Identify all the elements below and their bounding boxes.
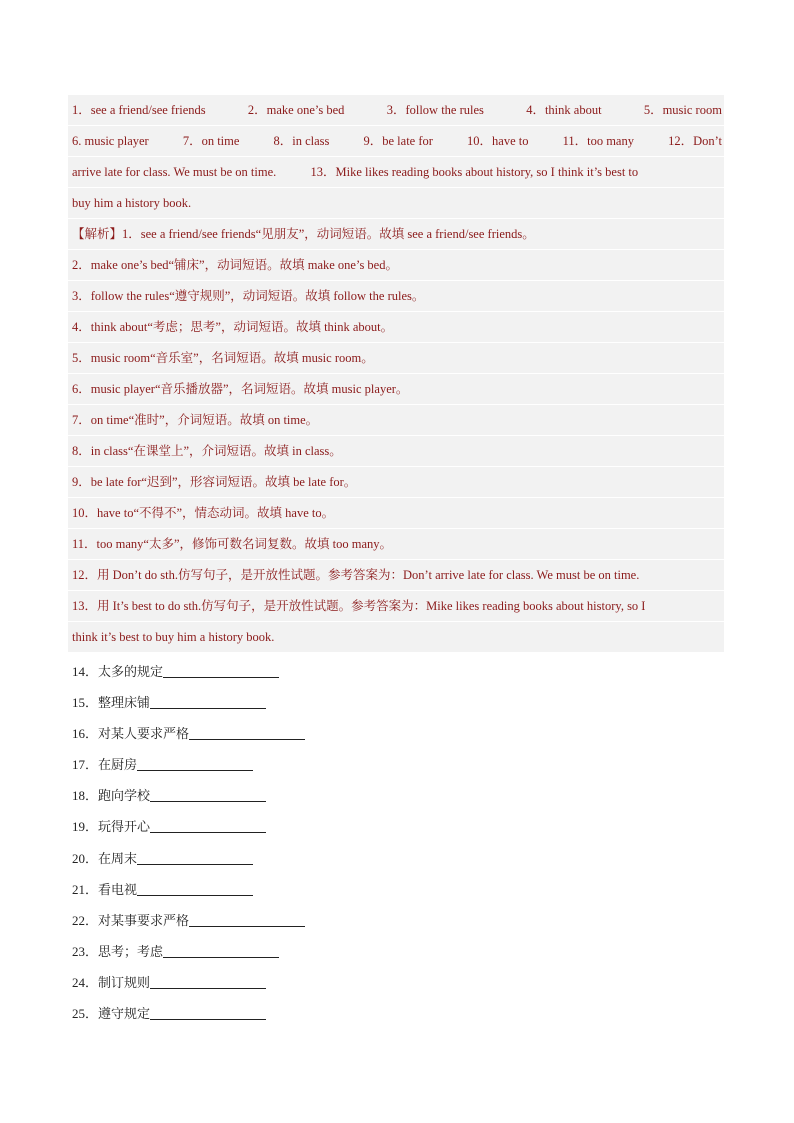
analysis-text: 13．用 It’s best to do sth.仿写句子，是开放性试题。参考答案为：Mike likes reading books about history, so I — [72, 599, 646, 613]
answer-item: 6. music player — [72, 134, 149, 148]
analysis-text: 11．too many“太多”，修饰可数名词复数。故填 too many。 — [72, 537, 392, 551]
question-item — [72, 967, 722, 998]
answer-row-2 — [68, 126, 724, 157]
question-item — [72, 843, 722, 874]
question-text: 14．太多的规定 — [72, 664, 164, 679]
answer-item: 13．Mike likes reading books about history, so I think it’s best to — [310, 165, 639, 179]
answer-item: 4．think about — [526, 103, 602, 117]
analysis-text: 2．make one’s bed“铺床”，动词短语。故填 make one’s bed。 — [72, 258, 398, 272]
answer-blank[interactable] — [137, 756, 253, 771]
question-text: 17．在厨房 — [72, 757, 138, 773]
answer-item: 9．be late for — [363, 134, 433, 148]
analysis-line — [68, 436, 724, 467]
answer-row-4 — [68, 188, 724, 219]
answer-blank[interactable] — [163, 943, 279, 958]
answer-item: 5．music room — [643, 103, 722, 117]
question-text: 22．对某事要求严格 — [72, 912, 190, 928]
answer-blank[interactable] — [189, 912, 305, 927]
analysis-line — [68, 622, 724, 653]
question-text: 20．在周末 — [72, 850, 138, 866]
answer-blank[interactable] — [150, 694, 266, 709]
answer-item: 11．too many — [562, 134, 634, 148]
question-text: 18．跑向学校 — [72, 788, 151, 804]
question-item — [72, 905, 722, 936]
answer-item: arrive late for class. We must be on time. — [72, 165, 277, 179]
analysis-text: 9．be late for“迟到”，形容词短语。故填 be late for。 — [72, 475, 357, 489]
analysis-line — [68, 529, 724, 560]
analysis-line — [68, 467, 724, 498]
analysis-text: 6．music player“音乐播放器”，名词短语。故填 music player。 — [72, 382, 409, 396]
answer-blank[interactable] — [150, 1005, 266, 1020]
answer-blank[interactable] — [150, 818, 266, 833]
question-item — [72, 874, 722, 905]
question-text: 19．玩得开心 — [72, 819, 151, 835]
analysis-line — [68, 250, 724, 281]
answer-blank[interactable] — [150, 974, 266, 989]
analysis-text: 1．see a friend/see friends“见朋友”，动词短语。故填 see a friend/see friends。 — [122, 227, 535, 241]
question-text: 21．看电视 — [72, 881, 138, 897]
analysis-text: 3．follow the rules“遵守规则”，动词短语。故填 follow the rules。 — [72, 289, 425, 303]
analysis-line — [68, 560, 724, 591]
question-item — [72, 780, 722, 811]
analysis-text: 4．think about“考虑；思考”，动词短语。故填 think about。 — [72, 320, 394, 334]
analysis-text: 7．on time“准时”，介词短语。故填 on time。 — [72, 413, 319, 427]
question-text: 23．思考；考虑 — [72, 943, 164, 959]
question-text: 24．制订规则 — [72, 974, 151, 990]
question-item — [72, 811, 722, 842]
analysis-line — [68, 498, 724, 529]
answer-section — [68, 95, 724, 653]
answer-item: 7．on time — [182, 134, 240, 148]
answer-blank[interactable] — [163, 663, 279, 678]
answer-blank[interactable] — [137, 850, 253, 865]
question-list — [72, 656, 722, 1029]
analysis-line — [68, 312, 724, 343]
answer-item: 1．see a friend/see friends — [72, 103, 206, 117]
answer-blank[interactable] — [137, 881, 253, 896]
question-text: 16．对某人要求严格 — [72, 726, 190, 742]
question-item — [72, 656, 722, 687]
question-item — [72, 998, 722, 1029]
analysis-line — [68, 591, 724, 622]
analysis-line — [68, 281, 724, 312]
analysis-text: 10．have to“不得不”，情态动词。故填 have to。 — [72, 506, 335, 520]
analysis-text: think it’s best to buy him a history book. — [72, 630, 275, 644]
analysis-tag: 【解析】 — [72, 227, 123, 241]
question-text: 15．整理床铺 — [72, 695, 151, 711]
analysis-text: 8．in class“在课堂上”，介词短语。故填 in class。 — [72, 444, 342, 458]
answer-item: 8．in class — [273, 134, 330, 148]
question-item — [72, 718, 722, 749]
analysis-line — [68, 219, 724, 250]
question-text: 25．遵守规定 — [72, 1006, 151, 1022]
analysis-line — [68, 405, 724, 436]
answer-blank[interactable] — [150, 787, 266, 802]
answer-row-1 — [68, 95, 724, 126]
analysis-text: 5．music room“音乐室”，名词短语。故填 music room。 — [72, 351, 374, 365]
question-item — [72, 749, 722, 780]
answer-item: 12．Don’t — [668, 134, 722, 148]
analysis-line — [68, 343, 724, 374]
analysis-text: 12．用 Don’t do sth.仿写句子，是开放性试题。参考答案为：Don’t arrive late for class. We must be on time. — [72, 568, 640, 582]
answer-blank[interactable] — [189, 725, 305, 740]
question-item — [72, 936, 722, 967]
analysis-line — [68, 374, 724, 405]
question-item — [72, 687, 722, 718]
answer-item: 10．have to — [467, 134, 529, 148]
answer-row-3 — [68, 157, 724, 188]
answer-item: 2．make one’s bed — [247, 103, 345, 117]
answer-item: 3．follow the rules — [386, 103, 484, 117]
answer-item: buy him a history book. — [72, 196, 192, 210]
